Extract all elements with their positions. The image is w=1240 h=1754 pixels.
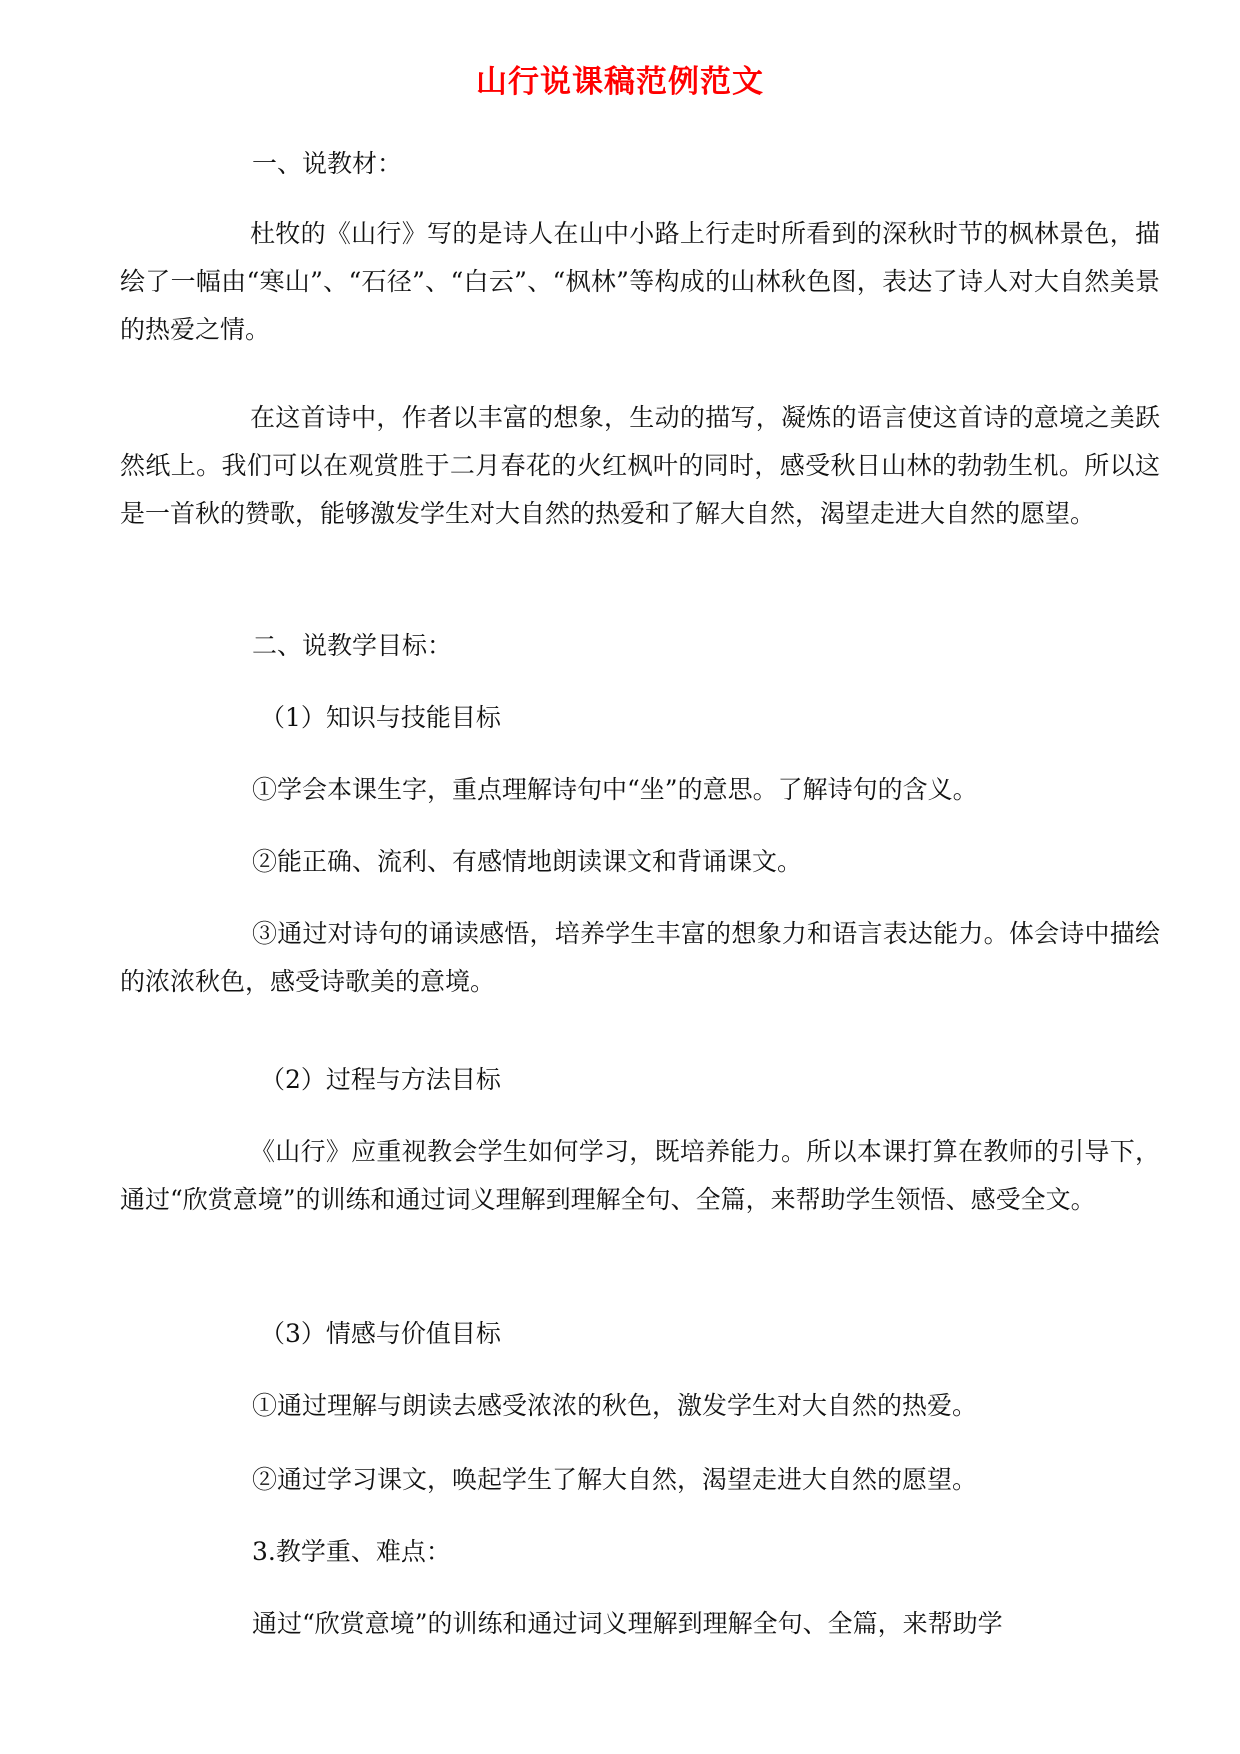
paragraph-keypoints: 通过“欣赏意境”的训练和通过词义理解到理解全句、全篇，来帮助学 [252, 1609, 1003, 1638]
paragraph-intro: 杜牧的《山行》写的是诗人在山中小路上行走时所看到的深秋时节的枫林景色，描绘了一幅由“寒山”、“石径”、“白云”、“枫林”等构成的山林秋色图，表达了诗人对大自然美景的热爱之情。 [120, 219, 1160, 344]
subheading-process: （2）过程与方法目标 [260, 1065, 501, 1094]
paragraph-imagery: 在这首诗中，作者以丰富的想象，生动的描写，凝炼的语言使这首诗的意境之美跃然纸上。我们可以在观赏胜于二月春花的火红枫叶的同时，感受秋日山林的勃勃生机。所以这是一首秋的赞歌，能够激发学生对大自然的热爱和了解大自然，渴望走进大自然的愿望。 [120, 403, 1160, 528]
subheading-emotion: （3）情感与价值目标 [260, 1319, 501, 1348]
list-item-emotion-1: ①通过理解与朗读去感受浓浓的秋色，激发学生对大自然的热爱。 [252, 1391, 978, 1420]
list-item-knowledge-3: ③通过对诗句的诵读感悟，培养学生丰富的想象力和语言表达能力。体会诗中描绘的浓浓秋色，感受诗歌美的意境。 [120, 919, 1160, 996]
list-item-emotion-2: ②通过学习课文，唤起学生了解大自然，渴望走进大自然的愿望。 [252, 1465, 978, 1494]
subheading-knowledge: （1）知识与技能目标 [260, 703, 501, 732]
list-item-knowledge-1: ①学会本课生字，重点理解诗句中“坐”的意思。了解诗句的含义。 [252, 775, 978, 804]
section-heading-textbook: 一、说教材： [252, 149, 403, 178]
section-heading-keypoints: 3.教学重、难点： [252, 1537, 451, 1566]
list-item-knowledge-2: ②能正确、流利、有感情地朗读课文和背诵课文。 [252, 847, 803, 876]
section-heading-objectives: 二、说教学目标： [252, 631, 453, 660]
document-title: 山行说课稿范例范文 [476, 64, 764, 100]
paragraph-process: 《山行》应重视教会学生如何学习，既培养能力。所以本课打算在教师的引导下，通过“欣赏意境”的训练和通过词义理解到理解全句、全篇，来帮助学生领悟、感受全文。 [120, 1137, 1160, 1214]
